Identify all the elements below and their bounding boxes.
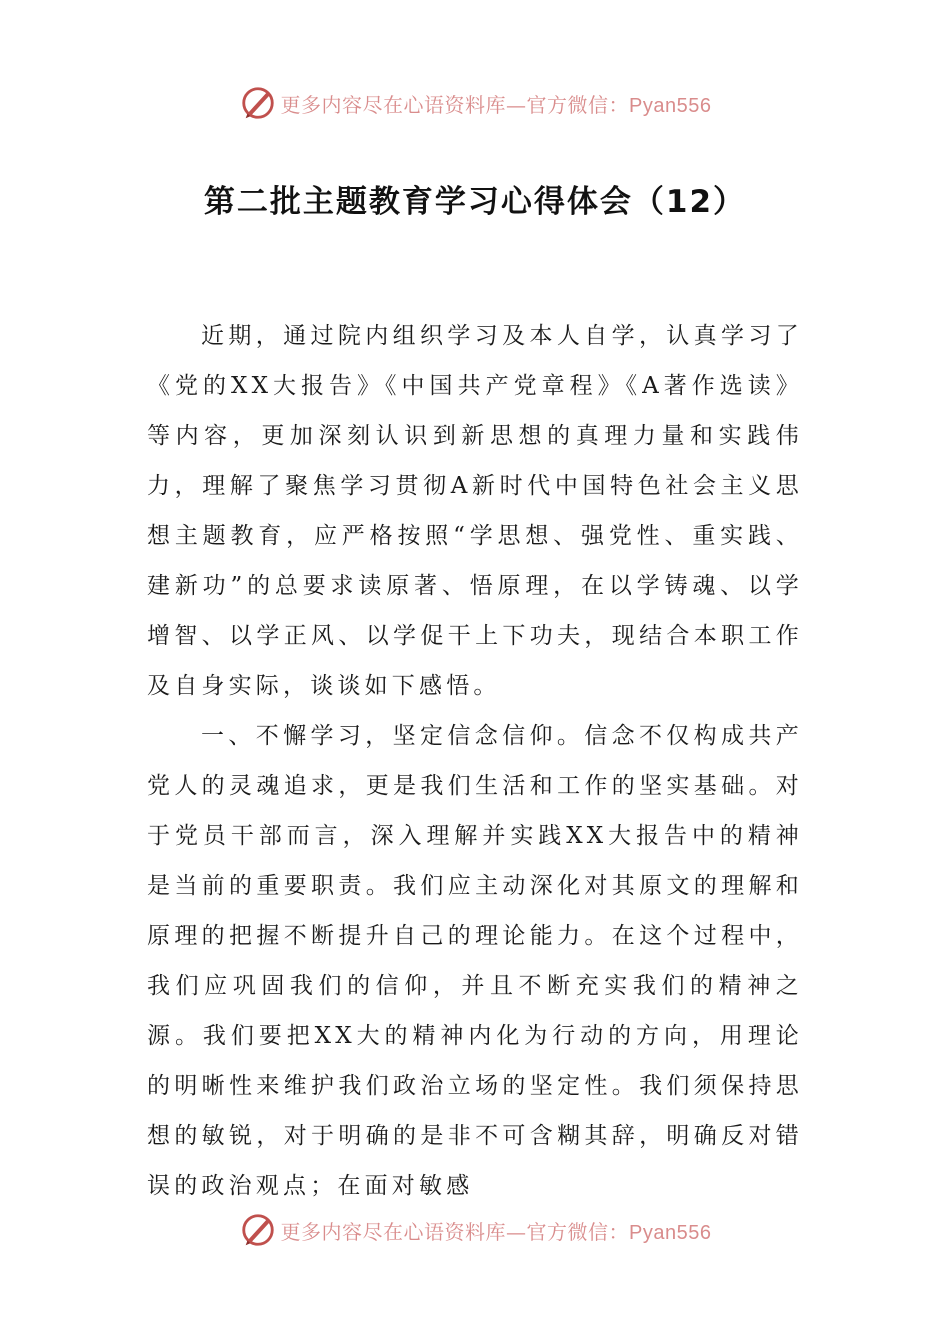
banner-text: 更多内容尽在心语资料库—官方微信：Pyan556 bbox=[280, 1219, 712, 1244]
paragraph: 一、不懈学习，坚定信念信仰。信念不仅构成共产党人的灵魂追求，更是我们生活和工作的坚实基础。对于党员干部而言，深入理解并实践XX大报告中的精神是当前的重要职责。我们应主动深化对其原文的理解和原理的把握不断提升自己的理论能力。在这个过程中，我们应巩固我们的信仰，并且不断充实我们的精神之源。我们要把XX大的精神内化为行动的方向，用理论的明晰性来维护我们政治立场的坚定性。我们须保持思想的敏锐，对于明确的是非不可含糊其辞，明确反对错误的政治观点；在面对敏感 bbox=[147, 723, 803, 1199]
footer-banner bbox=[0, 1210, 950, 1250]
paragraph: 近期，通过院内组织学习及本人自学，认真学习了《党的XX大报告》《中国共产党章程》《A著作选读》等内容，更加深刻认识到新思想的真理力量和实践伟力，理解了聚焦学习贯彻A新时代中国特色社会主义思想主题教育，应严格按照“学思想、强党性、重实践、建新功”的总要求读原著、悟原理，在以学铸魂、以学增智、以学正风、以学促干上下功夫，现结合本职工作及自身实际，谈谈如下感悟。 bbox=[147, 323, 803, 699]
pen-logo-icon bbox=[239, 1211, 277, 1249]
wechat-id: Pyan556 bbox=[629, 1221, 712, 1244]
pen-logo-icon bbox=[239, 84, 277, 122]
document-body bbox=[147, 311, 803, 1211]
document-title: 第二批主题教育学习心得体会（12） bbox=[203, 184, 747, 220]
banner-text: 更多内容尽在心语资料库—官方微信：Pyan556 bbox=[280, 92, 712, 117]
header-banner bbox=[0, 83, 950, 123]
wechat-id: Pyan556 bbox=[629, 94, 712, 117]
